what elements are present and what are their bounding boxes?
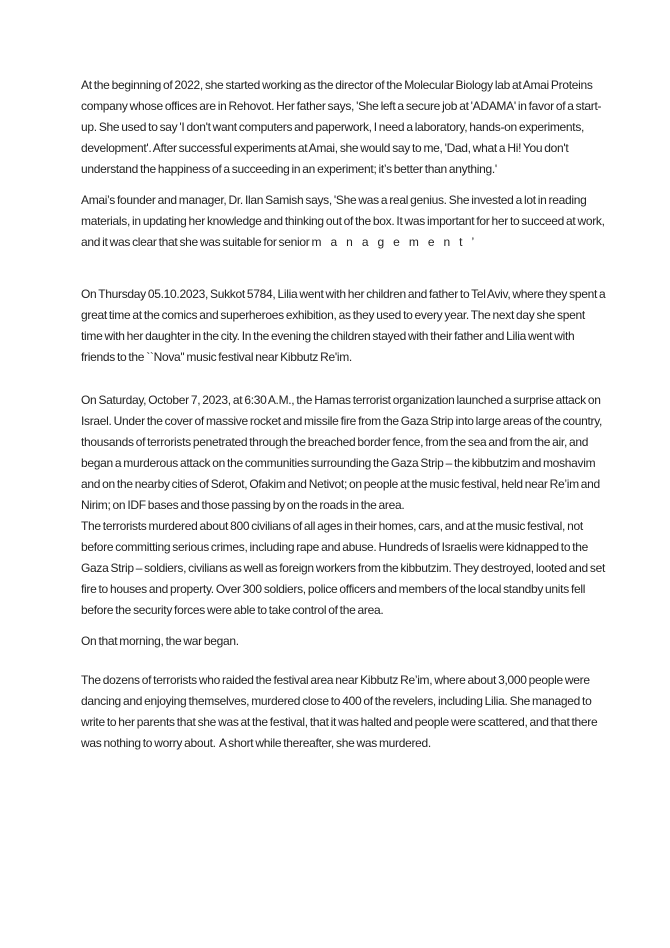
paragraph-amai-founder — [81, 190, 608, 253]
paragraph-war-began: On that morning, the war began. — [81, 634, 239, 648]
paragraph-festival-murder: The dozens of terrorists who raided the festival area near Kibbutz Re’im, where about 3,000 people were dancing and enjoying themselves, murdered close to 400 of the revelers, including Lilia. She managed to write to her parents that she was at the festival, that it was halted and people were scattered, and that there was nothing to worry about. A short while thereafter, she was murdered. — [81, 673, 600, 750]
paragraph-amai-founder-body: Amai’s founder and manager, Dr. Ilan Samish says, 'She was a real genius. She invested a lot in reading materials, in updating her knowledge and thinking out of the box. It was important for her to succeed at work, and it was clear that she was suitable for senior — [81, 193, 607, 249]
paragraph-career-2022: At the beginning of 2022, she started working as the director of the Molecular Biology lab at Amai Proteins company whose offices are in Rehovot. Her father says, 'She left a secure job at 'ADAMA' in favor of a start-up. She used to say 'I don't want computers and paperwork, I need a laboratory, hands-on experiments, development'. After successful experiments at Amai, she would say to me, 'Dad, what a Hi! You don't understand the happiness of a succeeding in an experiment; it’s better than anything.' — [81, 78, 602, 176]
document-content — [81, 75, 608, 764]
letterspaced-word-management: management’ — [311, 235, 484, 249]
paragraph-sukkot-trip: On Thursday 05.10.2023, Sukkot 5784, Lilia went with her children and father to Tel Aviv, where they spent a great time at the comics and superheroes exhibition, as they used to every year. The next day she spent time with her daughter in the city. In the evening the children stayed with their father and Lilia went with friends to the ``Nova'' music festival near Kibbutz Re'im. — [81, 287, 608, 364]
paragraph-october7-attack: On Saturday, October 7, 2023, at 6:30 A.M., the Hamas terrorist organization launched a surprise attack on Israel. Under the cover of massive rocket and missile fire from the Gaza Strip into large areas of the country, thousands of terrorists penetrated through the breached border fence, from the sea and from the air, and began a murderous attack on the communities surrounding the Gaza Strip – the kibbutzim and moshavim and on the nearby cities of Sderot, Ofakim and Netivot; on people at the music festival, held near Re’im and Nirim; on IDF bases and those passing by on the roads in the area. — [81, 393, 605, 512]
paragraph-attack-casualties: The terrorists murdered about 800 civilians of all ages in their homes, cars, and at the music festival, not before committing serious crimes, including rape and abuse. Hundreds of Israelis were kidnapped to the Gaza Strip – soldiers, civilians as well as foreign workers from the kibbutzim. They destroyed, looted and set fire to houses and property. Over 300 soldiers, police officers and members of the local standby units fell before the security forces were able to take control of the area. — [81, 519, 608, 617]
